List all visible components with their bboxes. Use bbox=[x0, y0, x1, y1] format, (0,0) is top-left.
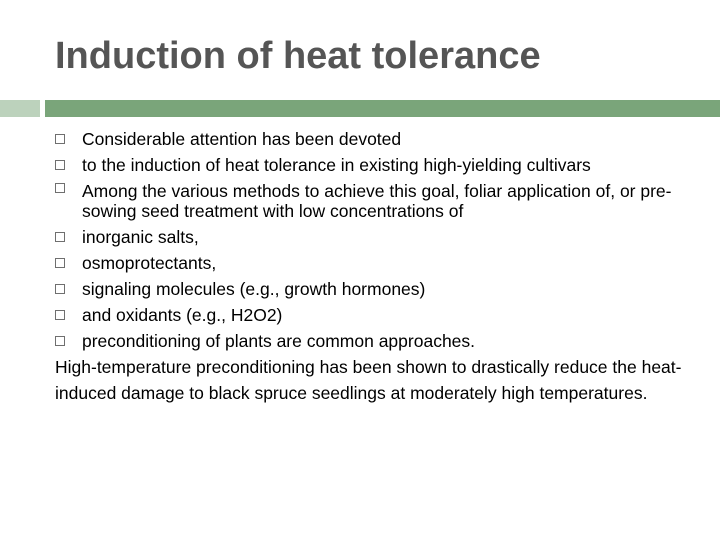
body-paragraph: High-temperature preconditioning has been shown to drastically reduce the heat-induced damage to black spruce seedlings at moderately high temperatures. bbox=[55, 357, 682, 403]
bullet-text: preconditioning of plants are common approaches. bbox=[82, 331, 476, 351]
checkbox-icon bbox=[55, 284, 65, 294]
bullet-item bbox=[55, 276, 695, 302]
bullet-item bbox=[55, 152, 695, 178]
checkbox-icon bbox=[55, 160, 65, 170]
bullet-text: inorganic salts, bbox=[82, 227, 199, 247]
bullet-text: signaling molecules (e.g., growth hormones) bbox=[82, 279, 426, 299]
bullet-text: and oxidants (e.g., H2O2) bbox=[82, 305, 283, 325]
checkbox-icon bbox=[55, 134, 65, 144]
bullet-item bbox=[55, 250, 695, 276]
slide-title: Induction of heat tolerance bbox=[55, 35, 541, 77]
bullet-item bbox=[55, 328, 695, 354]
bullet-item bbox=[55, 126, 695, 152]
accent-band-light bbox=[0, 100, 40, 117]
checkbox-icon bbox=[55, 310, 65, 320]
accent-band-dark bbox=[45, 100, 720, 117]
checkbox-icon bbox=[55, 336, 65, 346]
checkbox-icon bbox=[55, 258, 65, 268]
checkbox-icon bbox=[55, 232, 65, 242]
slide-body bbox=[55, 126, 695, 406]
checkbox-icon bbox=[55, 183, 65, 193]
bullet-item bbox=[55, 224, 695, 250]
bullet-text: osmoprotectants, bbox=[82, 253, 217, 273]
bullet-text: Among the various methods to achieve this goal, foliar application of, or pre-sowing seed treatment with low concentrations of bbox=[82, 181, 672, 221]
bullet-item bbox=[55, 302, 695, 328]
bullet-item bbox=[55, 178, 695, 224]
bullet-text: Considerable attention has been devoted bbox=[82, 129, 402, 149]
bullet-text: to the induction of heat tolerance in existing high-yielding cultivars bbox=[82, 155, 591, 175]
